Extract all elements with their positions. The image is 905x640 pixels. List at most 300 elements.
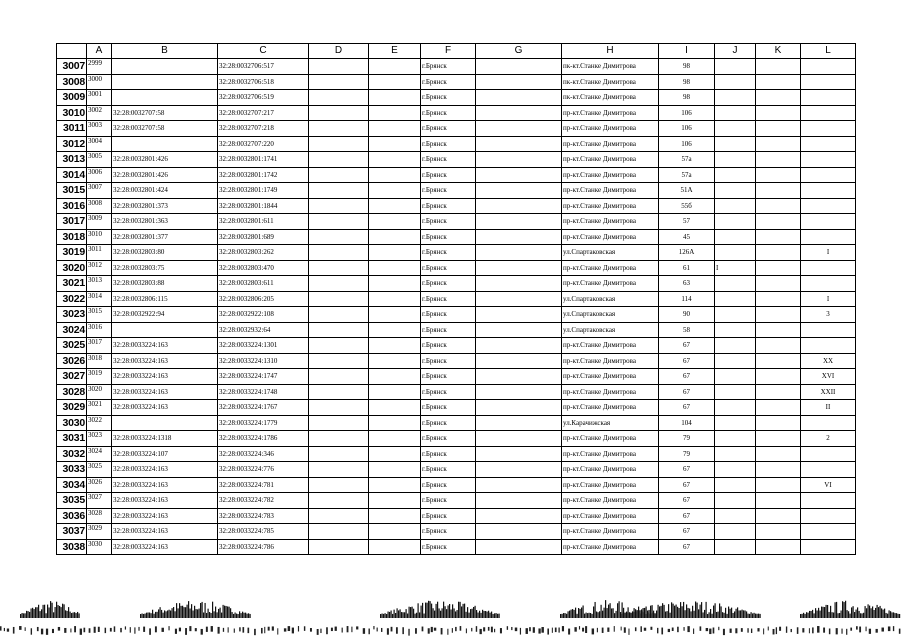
cell-i[interactable]: 106 [659,121,715,137]
cell-d[interactable] [309,214,369,230]
cell-k[interactable] [756,400,801,416]
cell-c[interactable]: 32:28:0033224:1747 [218,369,309,385]
cell-i[interactable]: 67 [659,524,715,540]
cell-a[interactable]: 3011 [87,245,112,261]
cell-a[interactable]: 2999 [87,59,112,75]
cell-g[interactable] [476,260,562,276]
cell-l[interactable] [801,136,856,152]
row-number[interactable]: 3012 [57,136,87,152]
cell-c[interactable]: 32:28:0033224:346 [218,446,309,462]
cell-l[interactable] [801,508,856,524]
cell-l[interactable] [801,229,856,245]
cell-j[interactable] [715,183,756,199]
cell-k[interactable] [756,446,801,462]
cell-c[interactable]: 32:28:0033224:1310 [218,353,309,369]
cell-h[interactable]: пр-кт.Станке Димитрова [562,152,659,168]
cell-f[interactable]: г.Брянск [421,183,476,199]
cell-e[interactable] [369,384,421,400]
cell-i[interactable]: 79 [659,431,715,447]
cell-a[interactable]: 3016 [87,322,112,338]
cell-h[interactable]: пр-кт.Станке Димитрова [562,167,659,183]
cell-d[interactable] [309,446,369,462]
cell-d[interactable] [309,152,369,168]
cell-f[interactable]: г.Брянск [421,136,476,152]
cell-h[interactable]: пр-кт.Станке Димитрова [562,121,659,137]
cell-j[interactable] [715,90,756,106]
cell-b[interactable] [112,415,218,431]
cell-k[interactable] [756,183,801,199]
cell-c[interactable]: 32:28:0032803:611 [218,276,309,292]
cell-k[interactable] [756,539,801,555]
cell-j[interactable] [715,291,756,307]
cell-f[interactable]: г.Брянск [421,59,476,75]
cell-c[interactable]: 32:28:0033224:1779 [218,415,309,431]
cell-f[interactable]: г.Брянск [421,276,476,292]
cell-k[interactable] [756,74,801,90]
cell-g[interactable] [476,59,562,75]
cell-a[interactable]: 3030 [87,539,112,555]
cell-e[interactable] [369,214,421,230]
cell-h[interactable]: пр-кт.Станке Димитрова [562,229,659,245]
cell-a[interactable]: 3025 [87,462,112,478]
cell-b[interactable]: 32:28:0032803:75 [112,260,218,276]
cell-h[interactable]: пр-кт.Станке Димитрова [562,338,659,354]
cell-a[interactable]: 3012 [87,260,112,276]
cell-g[interactable] [476,508,562,524]
cell-g[interactable] [476,245,562,261]
cell-b[interactable]: 32:28:0032707:58 [112,105,218,121]
cell-a[interactable]: 3005 [87,152,112,168]
cell-b[interactable]: 32:28:0033224:163 [112,338,218,354]
cell-d[interactable] [309,245,369,261]
cell-c[interactable]: 32:28:0032707:217 [218,105,309,121]
cell-j[interactable] [715,152,756,168]
cell-k[interactable] [756,121,801,137]
cell-a[interactable]: 3004 [87,136,112,152]
cell-g[interactable] [476,384,562,400]
cell-a[interactable]: 3022 [87,415,112,431]
column-header-f[interactable]: F [421,44,476,59]
cell-h[interactable]: ул.Спартаковская [562,307,659,323]
row-number[interactable]: 3020 [57,260,87,276]
cell-i[interactable]: 67 [659,353,715,369]
cell-j[interactable] [715,245,756,261]
cell-h[interactable]: ул.Карачижская [562,415,659,431]
cell-i[interactable]: 45 [659,229,715,245]
row-number[interactable]: 3036 [57,508,87,524]
row-number[interactable]: 3033 [57,462,87,478]
cell-h[interactable]: пр-кт.Станке Димитрова [562,400,659,416]
cell-j[interactable] [715,276,756,292]
cell-e[interactable] [369,105,421,121]
cell-f[interactable]: г.Брянск [421,446,476,462]
cell-g[interactable] [476,431,562,447]
cell-l[interactable]: I [801,291,856,307]
cell-e[interactable] [369,291,421,307]
cell-i[interactable]: 61 [659,260,715,276]
cell-f[interactable]: г.Брянск [421,105,476,121]
cell-a[interactable]: 3017 [87,338,112,354]
cell-c[interactable]: 32:28:0032932:64 [218,322,309,338]
cell-e[interactable] [369,322,421,338]
cell-i[interactable]: 98 [659,74,715,90]
row-number[interactable]: 3035 [57,493,87,509]
cell-j[interactable] [715,353,756,369]
cell-i[interactable]: 67 [659,338,715,354]
cell-h[interactable]: пр-кт.Станке Димитрова [562,105,659,121]
row-number[interactable]: 3015 [57,183,87,199]
cell-f[interactable]: г.Брянск [421,260,476,276]
cell-a[interactable]: 3002 [87,105,112,121]
cell-i[interactable]: 106 [659,105,715,121]
cell-g[interactable] [476,539,562,555]
cell-j[interactable] [715,462,756,478]
cell-g[interactable] [476,462,562,478]
cell-f[interactable]: г.Брянск [421,493,476,509]
row-number[interactable]: 3026 [57,353,87,369]
cell-f[interactable]: г.Брянск [421,322,476,338]
column-header-a[interactable]: A [87,44,112,59]
cell-b[interactable]: 32:28:0032801:426 [112,167,218,183]
cell-h[interactable]: пк-кт.Станке Димитрова [562,74,659,90]
cell-f[interactable]: г.Брянск [421,431,476,447]
cell-h[interactable]: пр-кт.Станке Димитрова [562,539,659,555]
cell-h[interactable]: пр-кт.Станке Димитрова [562,493,659,509]
cell-l[interactable]: VI [801,477,856,493]
cell-c[interactable]: 32:28:0033224:782 [218,493,309,509]
cell-i[interactable]: 67 [659,369,715,385]
cell-f[interactable]: г.Брянск [421,477,476,493]
cell-c[interactable]: 32:28:0033224:1748 [218,384,309,400]
cell-k[interactable] [756,415,801,431]
cell-b[interactable]: 32:28:0032801:377 [112,229,218,245]
cell-j[interactable] [715,539,756,555]
cell-d[interactable] [309,431,369,447]
cell-d[interactable] [309,508,369,524]
cell-g[interactable] [476,291,562,307]
cell-d[interactable] [309,477,369,493]
cell-k[interactable] [756,369,801,385]
cell-e[interactable] [369,245,421,261]
cell-a[interactable]: 3000 [87,74,112,90]
cell-k[interactable] [756,260,801,276]
cell-f[interactable]: г.Брянск [421,524,476,540]
cell-c[interactable]: 32:28:0032801:1844 [218,198,309,214]
cell-i[interactable]: 67 [659,400,715,416]
cell-d[interactable] [309,415,369,431]
cell-d[interactable] [309,74,369,90]
column-header-h[interactable]: H [562,44,659,59]
cell-k[interactable] [756,493,801,509]
cell-k[interactable] [756,245,801,261]
cell-e[interactable] [369,198,421,214]
cell-a[interactable]: 3009 [87,214,112,230]
cell-c[interactable]: 32:28:0032806:205 [218,291,309,307]
row-number[interactable]: 3019 [57,245,87,261]
cell-k[interactable] [756,214,801,230]
cell-h[interactable]: пр-кт.Станке Димитрова [562,508,659,524]
cell-k[interactable] [756,353,801,369]
cell-f[interactable]: г.Брянск [421,198,476,214]
cell-c[interactable]: 32:28:0033224:1301 [218,338,309,354]
cell-k[interactable] [756,431,801,447]
cell-e[interactable] [369,477,421,493]
cell-c[interactable]: 32:28:0033224:776 [218,462,309,478]
row-number[interactable]: 3031 [57,431,87,447]
cell-h[interactable]: пр-кт.Станке Димитрова [562,446,659,462]
cell-e[interactable] [369,229,421,245]
cell-h[interactable]: пк-кт.Станке Димитрова [562,59,659,75]
cell-e[interactable] [369,74,421,90]
cell-g[interactable] [476,105,562,121]
cell-i[interactable]: 98 [659,90,715,106]
cell-k[interactable] [756,276,801,292]
cell-g[interactable] [476,369,562,385]
cell-f[interactable]: г.Брянск [421,214,476,230]
cell-e[interactable] [369,260,421,276]
column-header-l[interactable]: L [801,44,856,59]
cell-l[interactable] [801,446,856,462]
cell-d[interactable] [309,307,369,323]
row-number[interactable]: 3018 [57,229,87,245]
cell-i[interactable]: 79 [659,446,715,462]
row-number[interactable]: 3029 [57,400,87,416]
cell-k[interactable] [756,307,801,323]
cell-g[interactable] [476,493,562,509]
cell-j[interactable] [715,524,756,540]
cell-a[interactable]: 3006 [87,167,112,183]
cell-j[interactable] [715,229,756,245]
cell-k[interactable] [756,105,801,121]
cell-e[interactable] [369,136,421,152]
cell-b[interactable]: 32:28:0033224:163 [112,508,218,524]
cell-j[interactable] [715,74,756,90]
cell-g[interactable] [476,121,562,137]
cell-b[interactable]: 32:28:0032803:88 [112,276,218,292]
cell-a[interactable]: 3023 [87,431,112,447]
row-number[interactable]: 3011 [57,121,87,137]
cell-h[interactable]: пр-кт.Станке Димитрова [562,477,659,493]
cell-i[interactable]: 67 [659,462,715,478]
cell-d[interactable] [309,167,369,183]
cell-a[interactable]: 3013 [87,276,112,292]
cell-l[interactable] [801,105,856,121]
cell-j[interactable] [715,59,756,75]
cell-j[interactable] [715,105,756,121]
cell-h[interactable]: ул.Спартаковская [562,245,659,261]
cell-l[interactable] [801,462,856,478]
cell-a[interactable]: 3028 [87,508,112,524]
row-number[interactable]: 3024 [57,322,87,338]
cell-b[interactable]: 32:28:0032922:94 [112,307,218,323]
cell-d[interactable] [309,121,369,137]
cell-g[interactable] [476,322,562,338]
row-number[interactable]: 3027 [57,369,87,385]
cell-b[interactable]: 32:28:0032801:373 [112,198,218,214]
cell-g[interactable] [476,415,562,431]
cell-b[interactable]: 32:28:0033224:163 [112,400,218,416]
cell-l[interactable] [801,121,856,137]
cell-b[interactable]: 32:28:0032801:424 [112,183,218,199]
cell-g[interactable] [476,229,562,245]
cell-d[interactable] [309,384,369,400]
row-number[interactable]: 3037 [57,524,87,540]
cell-f[interactable]: г.Брянск [421,539,476,555]
cell-c[interactable]: 32:28:0032801:689 [218,229,309,245]
cell-c[interactable]: 32:28:0033224:783 [218,508,309,524]
cell-a[interactable]: 3020 [87,384,112,400]
cell-k[interactable] [756,198,801,214]
cell-b[interactable] [112,74,218,90]
cell-l[interactable] [801,276,856,292]
cell-f[interactable]: г.Брянск [421,384,476,400]
cell-a[interactable]: 3018 [87,353,112,369]
cell-a[interactable]: 3026 [87,477,112,493]
cell-f[interactable]: г.Брянск [421,400,476,416]
cell-i[interactable]: 67 [659,384,715,400]
cell-c[interactable]: 32:28:0032801:1742 [218,167,309,183]
column-header-e[interactable]: E [369,44,421,59]
row-number[interactable]: 3008 [57,74,87,90]
cell-i[interactable]: 98 [659,59,715,75]
cell-k[interactable] [756,59,801,75]
cell-e[interactable] [369,446,421,462]
cell-c[interactable]: 32:28:0032706:519 [218,90,309,106]
cell-b[interactable]: 32:28:0033224:163 [112,384,218,400]
cell-k[interactable] [756,152,801,168]
cell-j[interactable] [715,446,756,462]
cell-h[interactable]: пр-кт.Станке Димитрова [562,260,659,276]
row-number[interactable]: 3021 [57,276,87,292]
cell-l[interactable] [801,183,856,199]
cell-g[interactable] [476,152,562,168]
cell-k[interactable] [756,508,801,524]
cell-a[interactable]: 3003 [87,121,112,137]
cell-i[interactable]: 104 [659,415,715,431]
row-number[interactable]: 3034 [57,477,87,493]
cell-c[interactable]: 32:28:0032803:470 [218,260,309,276]
cell-b[interactable]: 32:28:0032806:115 [112,291,218,307]
cell-g[interactable] [476,446,562,462]
cell-g[interactable] [476,477,562,493]
cell-h[interactable]: пр-кт.Станке Димитрова [562,353,659,369]
cell-b[interactable] [112,322,218,338]
cell-c[interactable]: 32:28:0033224:786 [218,539,309,555]
column-header-i[interactable]: I [659,44,715,59]
cell-g[interactable] [476,353,562,369]
cell-l[interactable] [801,152,856,168]
cell-g[interactable] [476,276,562,292]
cell-i[interactable]: 67 [659,508,715,524]
cell-f[interactable]: г.Брянск [421,291,476,307]
cell-e[interactable] [369,307,421,323]
cell-d[interactable] [309,524,369,540]
cell-d[interactable] [309,136,369,152]
cell-a[interactable]: 3010 [87,229,112,245]
cell-l[interactable] [801,493,856,509]
cell-d[interactable] [309,338,369,354]
cell-l[interactable] [801,198,856,214]
cell-g[interactable] [476,400,562,416]
cell-j[interactable] [715,508,756,524]
cell-k[interactable] [756,291,801,307]
cell-e[interactable] [369,431,421,447]
cell-l[interactable] [801,415,856,431]
cell-g[interactable] [476,307,562,323]
cell-c[interactable]: 32:28:0032922:108 [218,307,309,323]
cell-d[interactable] [309,183,369,199]
cell-b[interactable]: 32:28:0032707:58 [112,121,218,137]
cell-i[interactable]: 51А [659,183,715,199]
cell-b[interactable]: 32:28:0033224:163 [112,539,218,555]
cell-f[interactable]: г.Брянск [421,245,476,261]
cell-h[interactable]: пр-кт.Станке Димитрова [562,276,659,292]
cell-l[interactable] [801,59,856,75]
cell-i[interactable]: 55б [659,198,715,214]
cell-d[interactable] [309,276,369,292]
cell-f[interactable]: г.Брянск [421,508,476,524]
row-number[interactable]: 3038 [57,539,87,555]
cell-a[interactable]: 3019 [87,369,112,385]
cell-h[interactable]: пр-кт.Станке Димитрова [562,524,659,540]
cell-i[interactable]: 57а [659,152,715,168]
row-number[interactable]: 3009 [57,90,87,106]
cell-f[interactable]: г.Брянск [421,74,476,90]
cell-e[interactable] [369,524,421,540]
cell-d[interactable] [309,462,369,478]
cell-e[interactable] [369,59,421,75]
cell-f[interactable]: г.Брянск [421,167,476,183]
cell-f[interactable]: г.Брянск [421,462,476,478]
cell-b[interactable]: 32:28:0033224:163 [112,493,218,509]
cell-k[interactable] [756,524,801,540]
row-number[interactable]: 3014 [57,167,87,183]
cell-g[interactable] [476,198,562,214]
cell-j[interactable] [715,136,756,152]
cell-d[interactable] [309,322,369,338]
cell-l[interactable]: II [801,400,856,416]
row-number[interactable]: 3010 [57,105,87,121]
cell-i[interactable]: 67 [659,539,715,555]
cell-g[interactable] [476,167,562,183]
cell-g[interactable] [476,74,562,90]
cell-b[interactable]: 32:28:0033224:163 [112,353,218,369]
cell-h[interactable]: пр-кт.Станке Димитрова [562,384,659,400]
cell-d[interactable] [309,539,369,555]
cell-f[interactable]: г.Брянск [421,353,476,369]
cell-f[interactable]: г.Брянск [421,121,476,137]
cell-d[interactable] [309,353,369,369]
cell-l[interactable] [801,74,856,90]
cell-l[interactable] [801,167,856,183]
cell-c[interactable]: 32:28:0032706:518 [218,74,309,90]
cell-l[interactable] [801,524,856,540]
cell-j[interactable] [715,167,756,183]
cell-k[interactable] [756,338,801,354]
cell-g[interactable] [476,183,562,199]
cell-f[interactable]: г.Брянск [421,369,476,385]
cell-l[interactable]: XXII [801,384,856,400]
cell-e[interactable] [369,121,421,137]
cell-f[interactable]: г.Брянск [421,152,476,168]
cell-h[interactable]: ул.Спартаковская [562,322,659,338]
cell-d[interactable] [309,59,369,75]
cell-c[interactable]: 32:28:0032706:517 [218,59,309,75]
cell-i[interactable]: 58 [659,322,715,338]
cell-k[interactable] [756,384,801,400]
cell-a[interactable]: 3014 [87,291,112,307]
cell-l[interactable] [801,214,856,230]
